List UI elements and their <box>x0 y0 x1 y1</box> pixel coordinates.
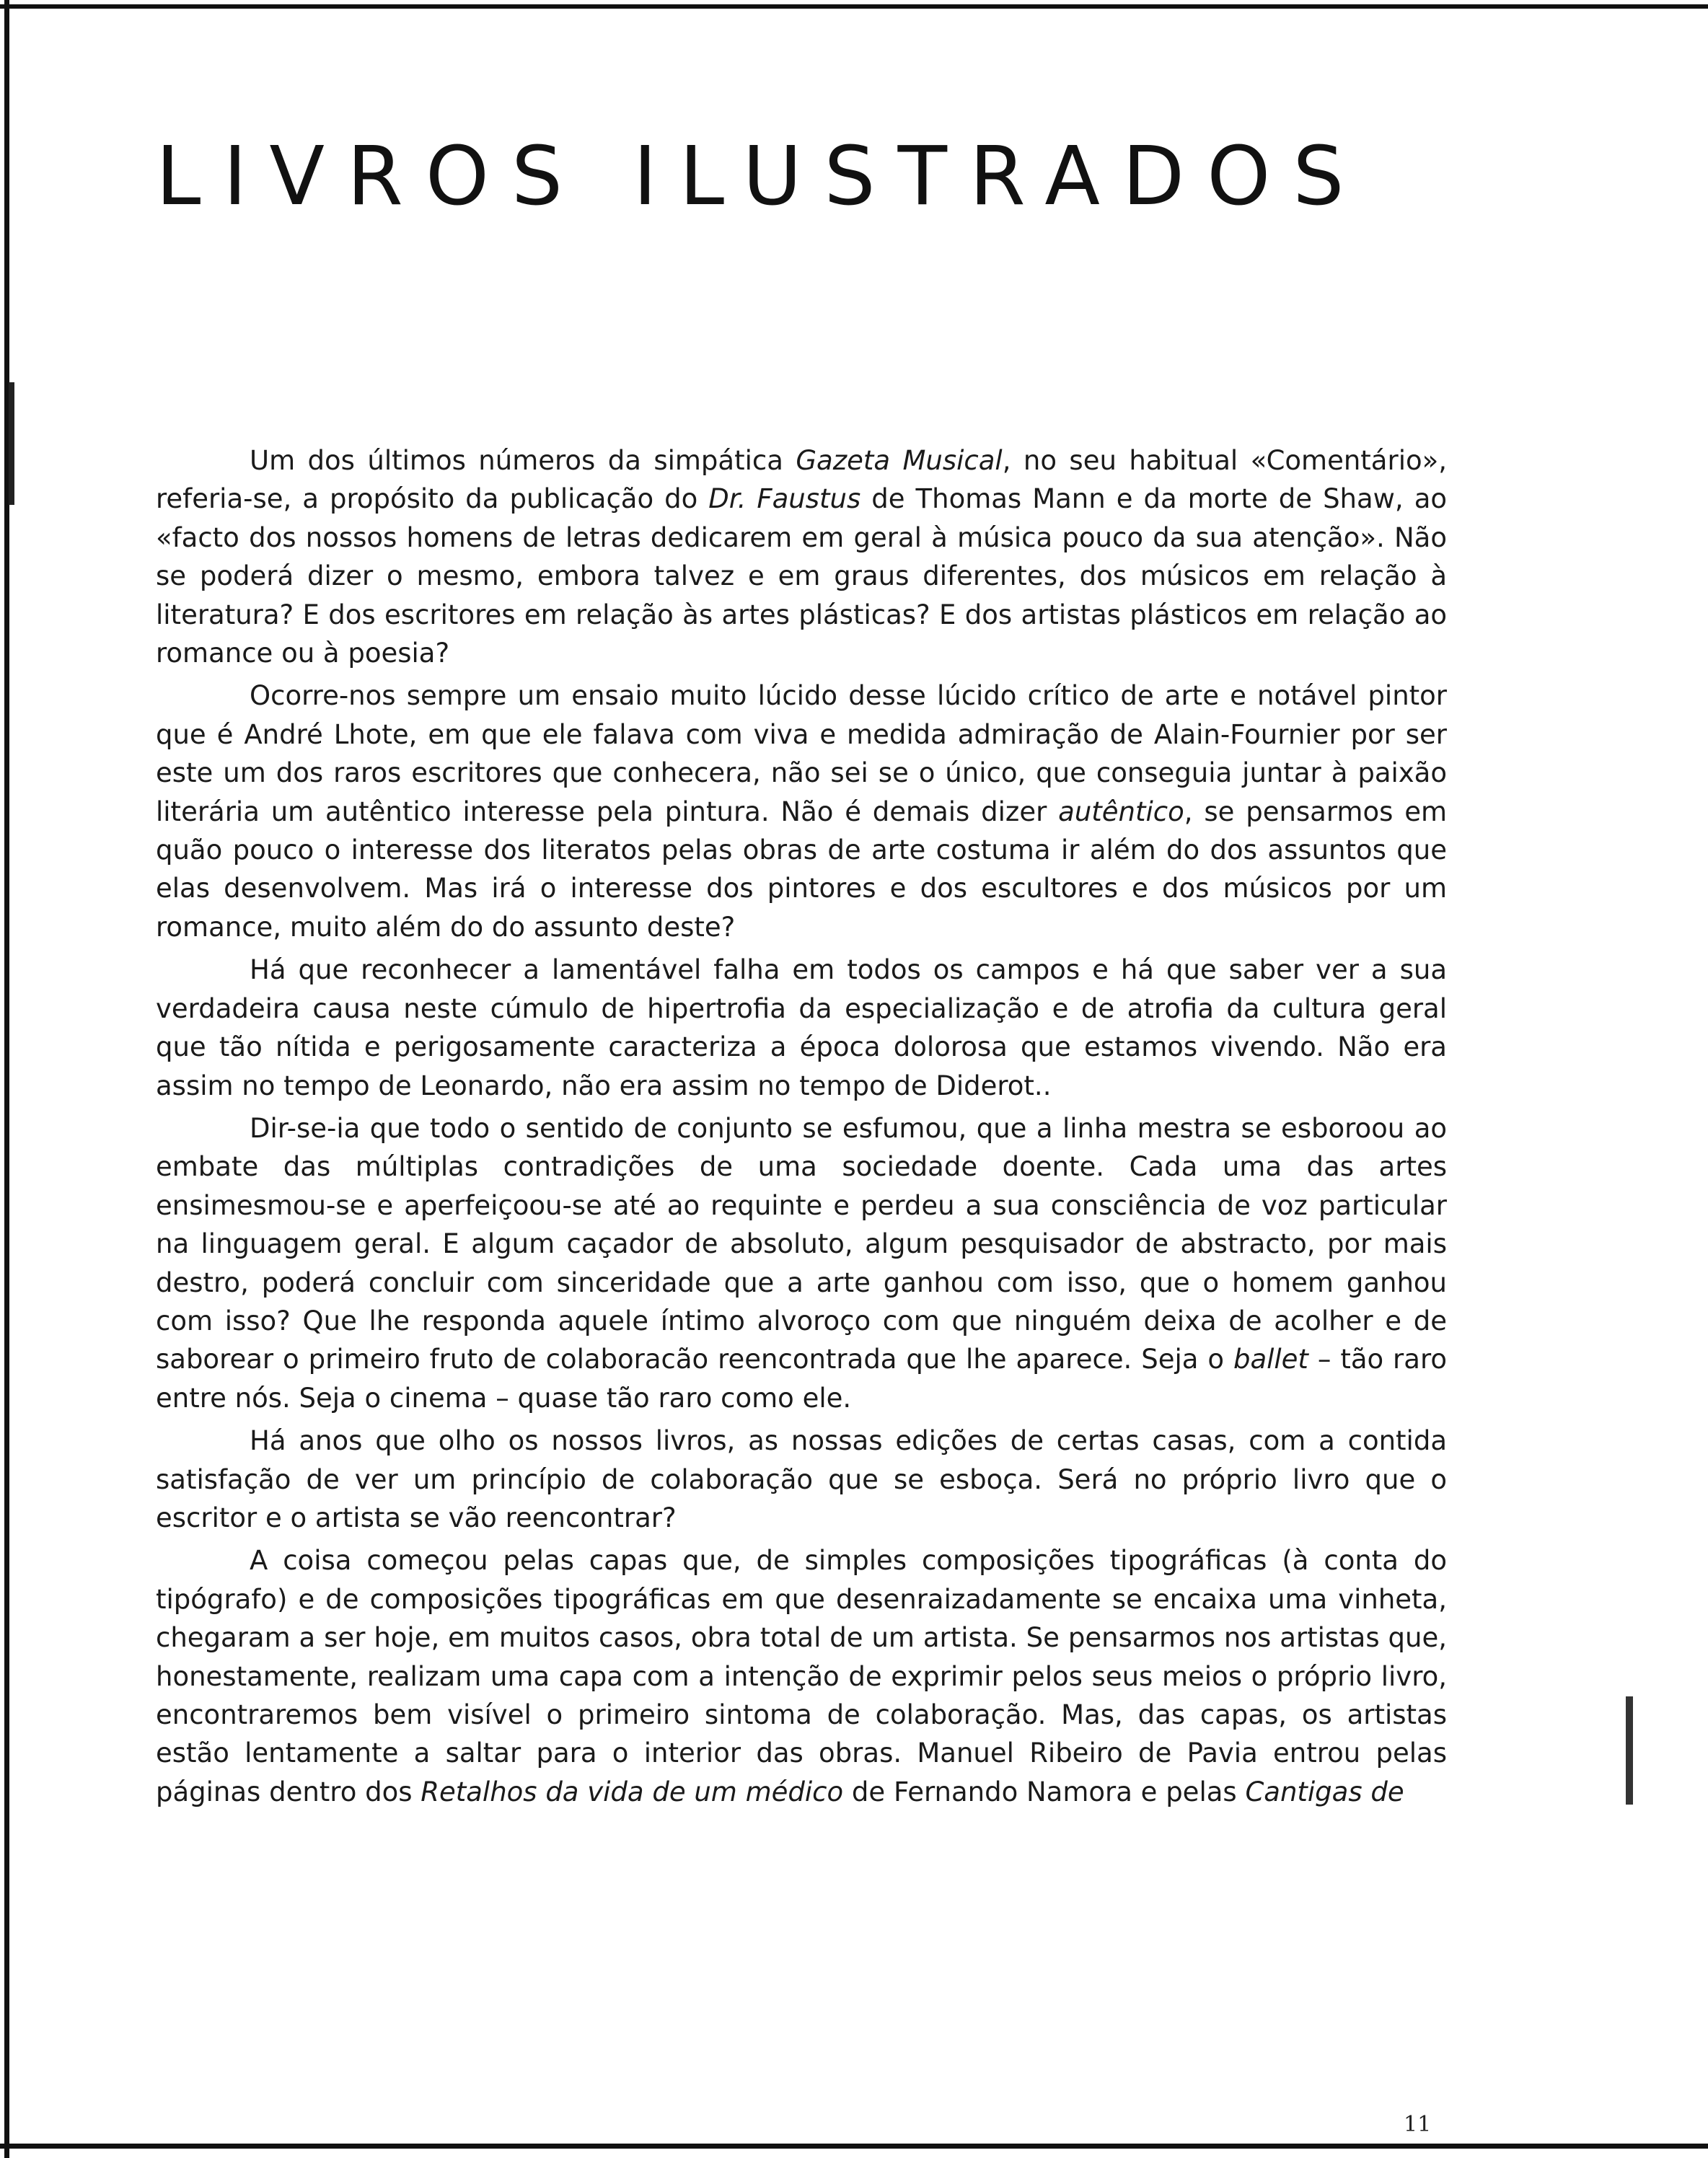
scan-border-top <box>0 4 1708 9</box>
paragraph <box>156 1541 1447 1811</box>
paragraph <box>156 1109 1447 1417</box>
italic-text: ballet <box>1233 1344 1308 1375</box>
text-run: , no seu habitual «Comentário», referia-se, a propósito da publicação do <box>156 445 1448 515</box>
text-run: de Thomas Mann e da morte de Shaw, ao «facto dos nossos homens de letras dedicarem em geral à música pouco da sua atenção». Não se poderá dizer o mesmo, embora talvez e em graus diferentes, dos músicos em relação à literatura? E dos escritores em relação às artes plásticas? E dos artistas plásticos em relação ao romance ou à poesia? <box>156 483 1448 669</box>
italic-text: Cantigas de <box>1245 1776 1404 1807</box>
italic-text: Dr. Faustus <box>708 483 861 515</box>
text-run: de Fernando Namora e pelas <box>843 1776 1246 1807</box>
text-run: Há que reconhecer a lamentável falha em todos os campos e há que saber ver a sua verdadeira causa neste cúmulo de hipertrofia da especialização e de atrofia da cultura geral que tão nítida e perigosamente caracteriza a época dolorosa que estamos vivendo. Não era assim no tempo de Leonardo, não era assim no tempo de Diderot.. <box>156 954 1447 1101</box>
paragraph <box>156 1422 1447 1537</box>
italic-text: Retalhos da vida de um médico <box>421 1776 844 1807</box>
scan-mark-left <box>9 382 14 505</box>
italic-text: autêntico <box>1058 796 1184 827</box>
scan-mark-right <box>1626 1696 1633 1805</box>
text-run: Ocorre-nos sempre um ensaio muito lúcido desse lúcido crítico de arte e notável pintor que é André Lhote, em que ele falava com viva e medida admiração de Alain-Fournier por ser este um dos raros escritores que conhecera, não sei se o único, que conseguia juntar à paixão literária um autêntico interesse pela pintura. Não é demais dizer <box>156 680 1447 827</box>
paragraph <box>156 441 1447 672</box>
scan-border-left <box>4 0 9 2158</box>
text-run: A coisa começou pelas capas que, de simples composições tipográficas (à conta do tipógrafo) e de composições tipográficas em que desenraizadamente se encaixa uma vinheta, chegaram a ser hoje, em muitos casos, obra total de um artista. Se pensarmos nos artistas que, honestamente, realizam uma capa com a intenção de exprimir pelos seus meios o próprio livro, encontraremos bem visível o primeiro sintoma de colaboração. Mas, das capas, os artistas estão lentamente a saltar para o interior das obras. Manuel Ribeiro de Pavia entrou pelas páginas dentro dos <box>156 1545 1447 1807</box>
text-run: , se pensarmos em quão pouco o interesse dos literatos pelas obras de arte costuma ir além do dos assuntos que elas desenvolvem. Mas irá o interesse dos pintores e dos escultores e dos músicos por um romance, muito além do do assunto deste? <box>156 796 1448 943</box>
paragraph <box>156 951 1447 1105</box>
text-run: Um dos últimos números da simpática <box>250 445 796 476</box>
scan-border-bottom <box>0 2144 1708 2149</box>
paragraph <box>156 677 1447 946</box>
page-number: 11 <box>1404 2112 1432 2137</box>
italic-text: Gazeta Musical <box>796 445 1003 476</box>
text-run: Dir-se-ia que todo o sentido de conjunto se esfumou, que a linha mestra se esboroou ao embate das múltiplas contradições de uma sociedade doente. Cada uma das artes ensimesmou-se e aperfeiçoou-se até ao requinte e perdeu a sua consciência de voz particular na linguagem geral. E algum caçador de absoluto, algum pesquisador de abstracto, por mais destro, poderá concluir com sinceridade que a arte ganhou com isso, que o homem ganhou com isso? Que lhe responda aquele íntimo alvoroço com que ninguém deixa de acolher e de saborear o primeiro fruto de colaboracão reencontrada que lhe aparece. Seja o <box>156 1112 1447 1375</box>
article-body <box>156 441 1447 1815</box>
text-run: – tão raro entre nós. Seja o cinema – quase tão raro como ele. <box>156 1344 1447 1414</box>
page-title: LIVROS ILUSTRADOS <box>156 130 1367 224</box>
text-run: Há anos que olho os nossos livros, as nossas edições de certas casas, com a contida satisfação de ver um princípio de colaboração que se esboça. Será no próprio livro que o escritor e o artista se vão reencontrar? <box>156 1425 1447 1533</box>
